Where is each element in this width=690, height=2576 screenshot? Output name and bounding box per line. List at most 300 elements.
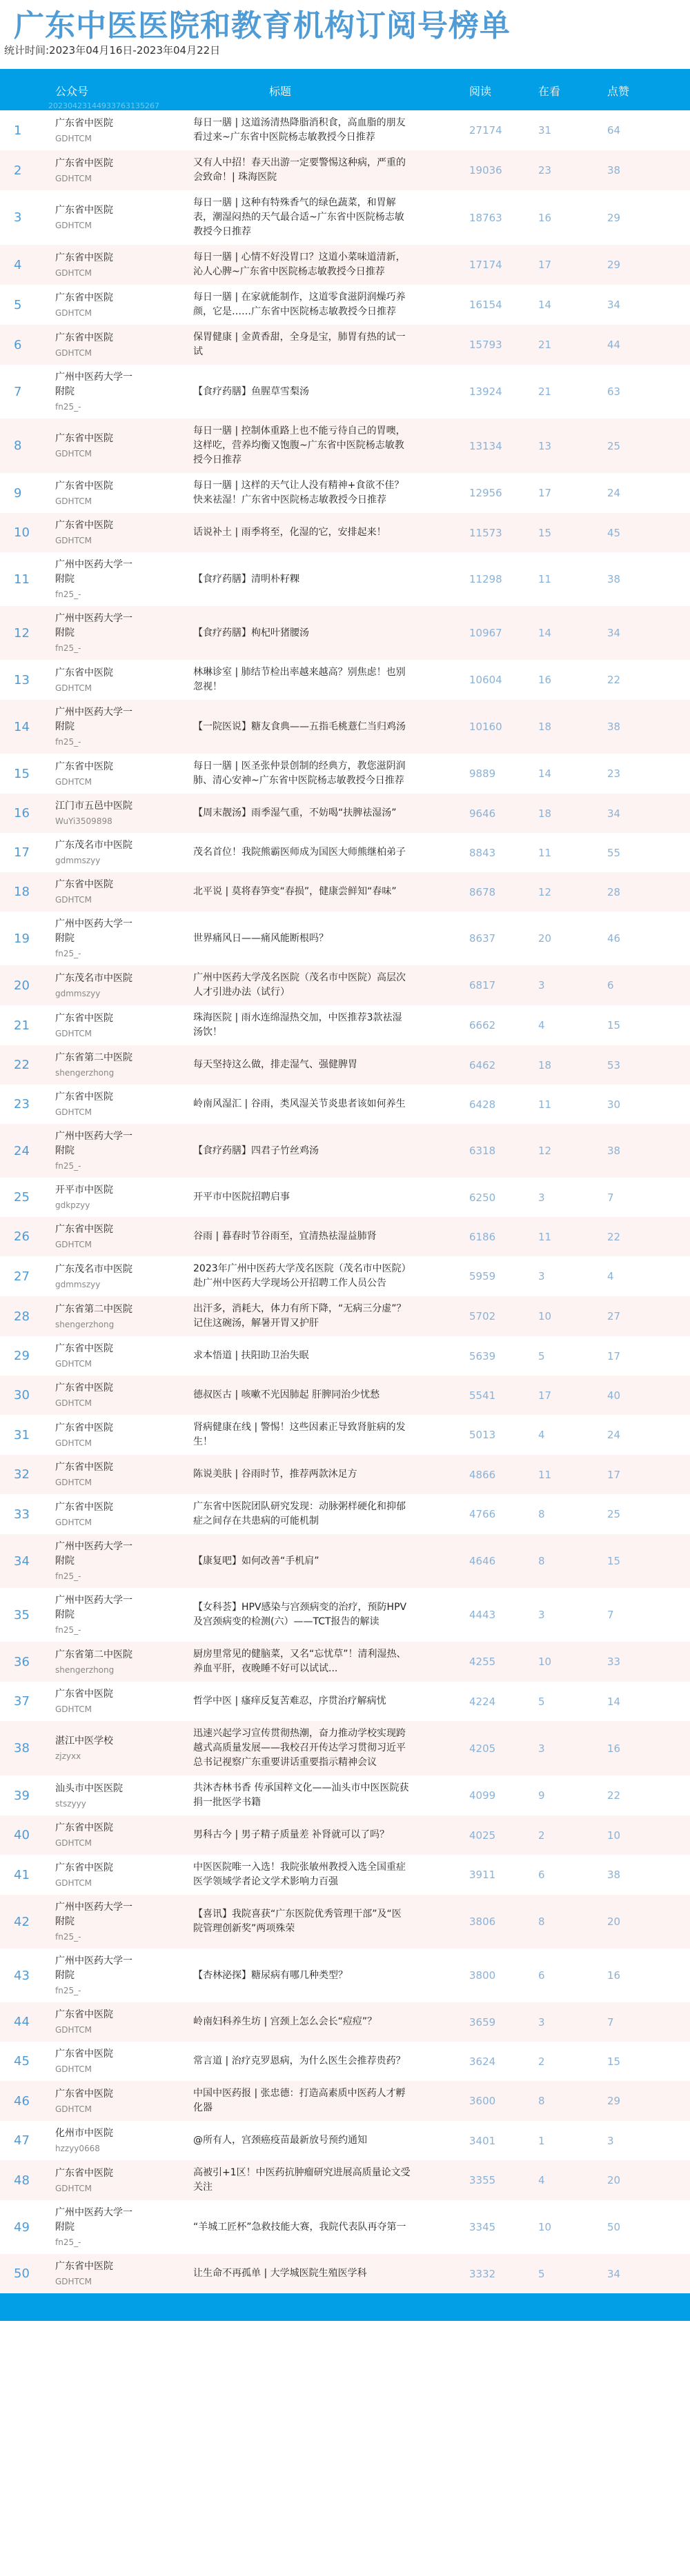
account-id: GDHTCM bbox=[55, 1438, 92, 1448]
likes-count: 38 bbox=[607, 721, 621, 733]
header-read: 阅读 bbox=[469, 85, 492, 98]
looking-count: 11 bbox=[538, 1230, 552, 1243]
likes-count: 7 bbox=[607, 2015, 614, 2029]
header-title: 标题 bbox=[269, 85, 292, 98]
account-cell bbox=[55, 1642, 193, 1682]
account-name[interactable]: 广东省中医院 bbox=[55, 480, 113, 492]
read-count: 27174 bbox=[469, 124, 502, 137]
likes-count: 7 bbox=[607, 1191, 614, 1204]
account-name[interactable]: 广东省中医院 bbox=[55, 1012, 113, 1024]
read-count: 3659 bbox=[469, 2015, 496, 2029]
read-count: 5541 bbox=[469, 1389, 496, 1402]
looking-count: 18 bbox=[538, 721, 552, 733]
account-name[interactable]: 广东省中医院 bbox=[55, 520, 113, 531]
article-title[interactable]: 每日一膳 | 心情不好没胃口？这道小菜味道清新，沁人心脾~广东省中医院杨志敏教授今日推荐 bbox=[193, 252, 406, 277]
account-cell bbox=[55, 1588, 193, 1642]
account-cell bbox=[55, 1296, 193, 1336]
looking-count: 8 bbox=[538, 1915, 545, 1928]
account-id: GDHTCM bbox=[55, 496, 92, 506]
table-row bbox=[0, 754, 690, 794]
account-name[interactable]: 广东省中医院 bbox=[55, 1382, 113, 1393]
read-count: 6318 bbox=[469, 1145, 496, 1157]
article-title[interactable]: 每天坚持这么做，排走湿气、强健脾胃 bbox=[193, 1059, 357, 1070]
read-count: 3355 bbox=[469, 2174, 496, 2186]
account-name[interactable]: 广州中医药大学一附院 bbox=[55, 1902, 132, 1927]
likes-count: 16 bbox=[607, 1969, 621, 1982]
rank-number: 48 bbox=[14, 2173, 30, 2188]
table-row bbox=[0, 285, 690, 325]
account-name[interactable]: 广东省中医院 bbox=[55, 2009, 113, 2020]
article-title[interactable]: 每日一膳 | 在家就能制作，这道零食滋阴润燥巧养颜，它是……广东省中医院杨志敏教授今日推荐 bbox=[193, 292, 406, 317]
article-title[interactable]: @所有人，宫颈癌疫苗最新放号预约通知 bbox=[193, 2135, 367, 2146]
read-count: 5702 bbox=[469, 1310, 496, 1322]
account-cell bbox=[55, 513, 193, 552]
account-name[interactable]: 广东省第二中医院 bbox=[55, 1649, 132, 1660]
account-id: GDHTCM bbox=[55, 1359, 92, 1369]
article-title[interactable]: 【食疗药膳】枸杞叶猪腰汤 bbox=[193, 627, 309, 638]
table-row bbox=[0, 1005, 690, 1045]
likes-count: 34 bbox=[607, 2267, 621, 2280]
account-cell bbox=[55, 1949, 193, 2002]
read-count: 3600 bbox=[469, 2095, 496, 2107]
account-name[interactable]: 广东省第二中医院 bbox=[55, 1052, 132, 1063]
article-title[interactable]: 【女科荟】HPV感染与宫颈病变的治疗，预防HPV及宫颈病变的检测(六）——TCT报告的解读 bbox=[193, 1602, 407, 1627]
article-title[interactable]: 常言道 | 治疗克罗恩病，为什么医生会推荐贵药？ bbox=[193, 2055, 406, 2066]
read-count: 6428 bbox=[469, 1098, 496, 1111]
looking-count: 2 bbox=[538, 1829, 545, 1842]
looking-count: 11 bbox=[538, 1468, 552, 1481]
account-name[interactable]: 广东省中医院 bbox=[55, 2167, 113, 2179]
account-cell bbox=[55, 1855, 193, 1895]
article-title[interactable]: 每日一膳 | 这道汤清热降脂消积食，高血脂的朋友看过来~广东省中医院杨志敏教授今日推荐 bbox=[193, 117, 406, 143]
account-name[interactable]: 广东省中医院 bbox=[55, 1862, 113, 1873]
looking-count: 18 bbox=[538, 1058, 552, 1071]
looking-count: 6 bbox=[538, 1869, 545, 1881]
rank-number: 1 bbox=[14, 123, 22, 138]
article-title[interactable]: 【食疗药膳】鱼腥草雪梨汤 bbox=[193, 385, 309, 397]
rank-number: 26 bbox=[14, 1229, 30, 1244]
account-cell bbox=[55, 606, 193, 660]
account-id: gdmmszyy bbox=[55, 988, 101, 998]
read-count: 10604 bbox=[469, 674, 502, 686]
likes-count: 29 bbox=[607, 211, 621, 224]
article-title[interactable]: 【食疗药膳】清明朴籽粿 bbox=[193, 573, 299, 585]
account-id: GDHTCM bbox=[55, 536, 92, 545]
article-title[interactable]: 求本悟道 | 扶阳助卫治失眠 bbox=[193, 1350, 309, 1361]
account-name[interactable]: 广东茂名市中医院 bbox=[55, 972, 132, 984]
account-cell bbox=[55, 365, 193, 419]
table-row bbox=[0, 1721, 690, 1775]
article-title[interactable]: 珠海医院 | 雨水连绵湿热交加，中医推荐3款祛湿汤饮！ bbox=[193, 1012, 402, 1038]
table-row bbox=[0, 190, 690, 245]
account-cell bbox=[55, 1682, 193, 1721]
account-name[interactable]: 广东省中医院 bbox=[55, 2261, 113, 2272]
account-id: shengerzhong bbox=[55, 1068, 115, 1078]
account-name[interactable]: 广州中医药大学一附院 bbox=[55, 2207, 132, 2233]
article-title[interactable]: 中国中医药报 | 张忠德：打造高素质中医药人才孵化器 bbox=[193, 2088, 406, 2113]
read-count: 3806 bbox=[469, 1915, 496, 1928]
article-title[interactable]: 林琳诊室 | 肺结节检出率越来越高？别焦虑！也别忽视！ bbox=[193, 667, 406, 692]
read-count: 8843 bbox=[469, 846, 496, 859]
account-cell bbox=[55, 1336, 193, 1376]
looking-count: 6 bbox=[538, 1969, 545, 1982]
account-name[interactable]: 广东茂名市中医院 bbox=[55, 1263, 132, 1275]
account-name[interactable]: 江门市五邑中医院 bbox=[55, 801, 132, 812]
account-name[interactable]: 化州市中医院 bbox=[55, 2128, 113, 2139]
likes-count: 45 bbox=[607, 526, 621, 539]
article-title[interactable]: 【一院医说】糖友食典——五指毛桃薏仁当归鸡汤 bbox=[193, 721, 406, 732]
account-name[interactable]: 广东省中医院 bbox=[55, 332, 113, 343]
table-row bbox=[0, 1534, 690, 1588]
account-cell bbox=[55, 794, 193, 833]
article-title[interactable]: 世界痛风日——痛风能断根吗？ bbox=[193, 932, 328, 944]
read-count: 3332 bbox=[469, 2267, 496, 2280]
read-count: 4224 bbox=[469, 1695, 496, 1708]
article-title[interactable]: 肾病健康在线 | 警惕！这些因素正导致肾脏病的发生！ bbox=[193, 1422, 406, 1447]
table-row bbox=[0, 606, 690, 660]
account-id: GDHTCM bbox=[55, 683, 92, 693]
article-title[interactable]: 2023年广州中医药大学茂名医院（茂名市中医院）赴广州中医药大学现场公开招聘工作人员公告 bbox=[193, 1263, 406, 1289]
account-name[interactable]: 广东省中医院 bbox=[55, 1501, 113, 1513]
looking-count: 10 bbox=[538, 1656, 552, 1668]
account-name[interactable]: 汕头市中医医院 bbox=[55, 1782, 123, 1794]
account-id: GDHTCM bbox=[55, 268, 92, 278]
account-name[interactable]: 开平市中医院 bbox=[55, 1185, 113, 1196]
likes-count: 22 bbox=[607, 674, 621, 686]
article-title[interactable]: 德叔医古 | 咳嗽不光因肺起 肝脾同治少忧愁 bbox=[193, 1389, 380, 1400]
account-id: fn25_- bbox=[55, 402, 81, 412]
account-id: GDHTCM bbox=[55, 1878, 92, 1888]
looking-count: 15 bbox=[538, 526, 552, 539]
likes-count: 38 bbox=[607, 1869, 621, 1881]
read-count: 4766 bbox=[469, 1508, 496, 1520]
account-id: GDHTCM bbox=[55, 895, 92, 905]
looking-count: 14 bbox=[538, 767, 552, 780]
article-title[interactable]: 谷雨 | 暮春时节谷雨至，宜清热祛湿益肺肾 bbox=[193, 1231, 377, 1242]
looking-count: 5 bbox=[538, 2267, 545, 2280]
rank-number: 6 bbox=[14, 337, 22, 352]
account-id: shengerzhong bbox=[55, 1319, 115, 1329]
article-title[interactable]: 每日一膳 | 医圣张仲景创制的经典方，教您滋阴润肺、清心安神~广东省中医院杨志敏教授今日推荐 bbox=[193, 761, 406, 786]
likes-count: 38 bbox=[607, 1145, 621, 1157]
rank-number: 41 bbox=[14, 1867, 30, 1882]
table-row bbox=[0, 1815, 690, 1855]
account-name[interactable]: 广州中医药大学一附院 bbox=[55, 372, 132, 397]
account-cell bbox=[55, 2042, 193, 2081]
rank-number: 19 bbox=[14, 931, 30, 946]
account-name[interactable]: 广东省中医院 bbox=[55, 1091, 113, 1103]
rank-number: 40 bbox=[14, 1828, 30, 1842]
account-name[interactable]: 广东省中医院 bbox=[55, 2088, 113, 2100]
read-count: 4099 bbox=[469, 1789, 496, 1802]
article-title[interactable]: 出汗多，消耗大，体力有所下降，“无病三分虚”？记住这碗汤，解暑开胃又护肝 bbox=[193, 1303, 406, 1329]
article-title[interactable]: 让生命不再孤单 | 大学城医院生殖医学科 bbox=[193, 2268, 367, 2279]
account-name[interactable]: 广东省中医院 bbox=[55, 1822, 113, 1833]
account-cell bbox=[55, 325, 193, 365]
account-name[interactable]: 广州中医药大学一附院 bbox=[55, 1955, 132, 1981]
account-name[interactable]: 广东省中医院 bbox=[55, 1689, 113, 1700]
rank-number: 27 bbox=[14, 1269, 30, 1284]
account-name[interactable]: 广东省中医院 bbox=[55, 157, 113, 169]
article-title[interactable]: 【食疗药膳】四君子竹丝鸡汤 bbox=[193, 1145, 319, 1156]
article-title[interactable]: 开平市中医院招聘启事 bbox=[193, 1191, 290, 1203]
article-title[interactable]: 迅速兴起学习宣传贯彻热潮，奋力推动学校实现跨越式高质量发展——我校召开传达学习贯彻习近平总书记视察广东重要讲话重要指示精神会议 bbox=[193, 1728, 406, 1768]
table-row bbox=[0, 1455, 690, 1494]
account-cell bbox=[55, 2002, 193, 2042]
likes-count: 15 bbox=[607, 2055, 621, 2068]
rank-number: 18 bbox=[14, 885, 30, 899]
likes-count: 15 bbox=[607, 1555, 621, 1567]
likes-count: 40 bbox=[607, 1389, 621, 1402]
rank-number: 46 bbox=[14, 2093, 30, 2109]
read-count: 10160 bbox=[469, 721, 502, 733]
account-cell bbox=[55, 833, 193, 872]
article-title[interactable]: 【喜讯】我院喜获“广东医院优秀管理干部”及“医院管理创新奖”两项殊荣 bbox=[193, 1909, 402, 1934]
account-name[interactable]: 广东省中医院 bbox=[55, 879, 113, 890]
account-cell bbox=[55, 473, 193, 513]
likes-count: 38 bbox=[607, 573, 621, 585]
account-id: GDHTCM bbox=[55, 308, 92, 318]
account-cell bbox=[55, 1178, 193, 1217]
rank-number: 10 bbox=[14, 525, 30, 540]
read-count: 3401 bbox=[469, 2134, 496, 2147]
account-id: GDHTCM bbox=[55, 2277, 92, 2286]
likes-count: 30 bbox=[607, 1098, 621, 1111]
likes-count: 6 bbox=[607, 979, 614, 992]
table-row bbox=[0, 1895, 690, 1949]
looking-count: 18 bbox=[538, 807, 552, 820]
rank-number: 34 bbox=[14, 1553, 30, 1569]
table-row bbox=[0, 419, 690, 473]
header-account-sub: 20230423144933763135267 bbox=[48, 101, 159, 110]
looking-count: 11 bbox=[538, 1098, 552, 1111]
table-row bbox=[0, 2254, 690, 2293]
looking-count: 16 bbox=[538, 674, 552, 686]
likes-count: 16 bbox=[607, 1742, 621, 1755]
account-name[interactable]: 广东省中医院 bbox=[55, 2049, 113, 2060]
article-title[interactable]: 【杏林泌探】糖尿病有哪几种类型？ bbox=[193, 1969, 348, 1981]
account-id: fn25_- bbox=[55, 1625, 81, 1635]
looking-count: 31 bbox=[538, 124, 552, 137]
table-row bbox=[0, 2081, 690, 2121]
account-name[interactable]: 广东省中医院 bbox=[55, 1422, 113, 1433]
looking-count: 5 bbox=[538, 1695, 545, 1708]
account-name[interactable]: 广州中医药大学一附院 bbox=[55, 707, 132, 732]
table-row bbox=[0, 1217, 690, 1256]
looking-count: 3 bbox=[538, 1191, 545, 1204]
likes-count: 25 bbox=[607, 1508, 621, 1520]
account-id: GDHTCM bbox=[55, 1107, 92, 1117]
rank-number: 16 bbox=[14, 806, 30, 821]
likes-count: 4 bbox=[607, 1270, 614, 1282]
rank-number: 45 bbox=[14, 2054, 30, 2069]
read-count: 6250 bbox=[469, 1191, 496, 1204]
account-cell bbox=[55, 2121, 193, 2160]
rank-number: 42 bbox=[14, 1914, 30, 1929]
account-name[interactable]: 广东省中医院 bbox=[55, 761, 113, 772]
likes-count: 24 bbox=[607, 487, 621, 499]
account-name[interactable]: 广州中医药大学一附院 bbox=[55, 1541, 132, 1567]
article-title[interactable]: 又有人中招！春天出游一定要警惕这种病，严重的会致命！| 珠海医院 bbox=[193, 157, 406, 183]
account-name[interactable]: 广东省中医院 bbox=[55, 292, 113, 303]
looking-count: 3 bbox=[538, 1609, 545, 1621]
account-name[interactable]: 广东省中医院 bbox=[55, 667, 113, 678]
read-count: 16154 bbox=[469, 299, 502, 311]
rank-number: 29 bbox=[14, 1349, 30, 1363]
likes-count: 22 bbox=[607, 1230, 621, 1243]
article-title[interactable]: 茂名首位！我院熊霸医师成为国医大师熊继柏弟子 bbox=[193, 847, 406, 858]
article-title[interactable]: 每日一膳 | 控制体重路上也不能亏待自己的胃噢，这样吃，营养均衡又饱腹~广东省中医院杨志敏教授今日推荐 bbox=[193, 425, 406, 465]
looking-count: 10 bbox=[538, 1310, 552, 1322]
account-id: gdmmszyy bbox=[55, 856, 101, 865]
table-row bbox=[0, 2121, 690, 2160]
account-name[interactable]: 广州中医药大学一附院 bbox=[55, 1131, 132, 1156]
account-cell bbox=[55, 2200, 193, 2254]
rank-number: 14 bbox=[14, 719, 30, 734]
account-name[interactable]: 广东省中医院 bbox=[55, 117, 113, 129]
likes-count: 44 bbox=[607, 339, 621, 351]
table-row bbox=[0, 872, 690, 912]
looking-count: 20 bbox=[538, 932, 552, 945]
article-title[interactable]: 中医医院唯一入选！我院张敏州教授入选全国重症医学领域学者论文学术影响力百强 bbox=[193, 1862, 406, 1887]
likes-count: 46 bbox=[607, 932, 621, 945]
article-title[interactable]: “羊城工匠杯”急救技能大赛，我院代表队再夺第一 bbox=[193, 2221, 406, 2233]
account-cell bbox=[55, 1494, 193, 1534]
account-name[interactable]: 广州中医药大学一附院 bbox=[55, 1595, 132, 1620]
article-title[interactable]: 每日一膳 | 这种有特殊香气的绿色蔬菜，和胃解表，潮湿闷热的天气最合适~广东省中医院杨志敏教授今日推荐 bbox=[193, 197, 404, 237]
looking-count: 10 bbox=[538, 2221, 552, 2233]
account-name[interactable]: 广东省中医院 bbox=[55, 205, 113, 216]
article-title[interactable]: 【周末靓汤】雨季湿气重，不妨喝“扶脾祛湿汤” bbox=[193, 807, 397, 818]
likes-count: 10 bbox=[607, 1829, 621, 1842]
article-title[interactable]: 男科古今 | 男子精子质量差 补肾就可以了吗？ bbox=[193, 1829, 390, 1840]
article-title[interactable]: 厨房里常见的健脑菜，又名“忘忧草”！清利湿热、养血平肝，夜晚睡不好可以试试... bbox=[193, 1649, 406, 1674]
account-cell bbox=[55, 552, 193, 606]
header-rank bbox=[0, 69, 55, 110]
account-name[interactable]: 湛江中医学校 bbox=[55, 1735, 113, 1747]
account-id: fn25_- bbox=[55, 1571, 81, 1581]
likes-count: 50 bbox=[607, 2221, 621, 2233]
looking-count: 11 bbox=[538, 573, 552, 585]
article-title[interactable]: 岭南妇科养生坊 | 宫颈上怎么会长“痘痘”？ bbox=[193, 2016, 377, 2027]
looking-count: 17 bbox=[538, 487, 552, 499]
header-looking: 在看 bbox=[538, 85, 561, 98]
account-name[interactable]: 广州中医药大学一附院 bbox=[55, 613, 132, 638]
read-count: 4443 bbox=[469, 1609, 496, 1621]
likes-count: 7 bbox=[607, 1609, 614, 1621]
header-account bbox=[48, 69, 193, 110]
article-title[interactable]: 高被引+1区！中医药抗肿瘤研究进展高质量论文受关注 bbox=[193, 2167, 411, 2193]
account-name[interactable]: 广东省中医院 bbox=[55, 433, 113, 444]
account-name[interactable]: 广东省中医院 bbox=[55, 252, 113, 263]
account-id: fn25_- bbox=[55, 1161, 81, 1171]
likes-count: 17 bbox=[607, 1468, 621, 1481]
account-id: GDHTCM bbox=[55, 1838, 92, 1848]
article-title[interactable]: 保胃健康 | 金黄香甜，全身是宝，肺胃有热的试一试 bbox=[193, 332, 406, 357]
account-cell bbox=[55, 245, 193, 285]
table-row bbox=[0, 1494, 690, 1534]
read-count: 6817 bbox=[469, 979, 496, 992]
likes-count: 53 bbox=[607, 1058, 621, 1071]
read-count: 6662 bbox=[469, 1019, 496, 1032]
article-title[interactable]: 北平说 | 莫将春笋变“春损”，健康尝鲜知“春味” bbox=[193, 886, 397, 897]
account-name[interactable]: 广州中医药大学一附院 bbox=[55, 918, 132, 944]
looking-count: 4 bbox=[538, 2174, 545, 2186]
account-cell bbox=[55, 660, 193, 700]
read-count: 8678 bbox=[469, 885, 496, 898]
rank-number: 44 bbox=[14, 2015, 30, 2029]
looking-count: 3 bbox=[538, 1270, 545, 1282]
account-name[interactable]: 广东省中医院 bbox=[55, 1224, 113, 1235]
looking-count: 23 bbox=[538, 164, 552, 177]
account-cell bbox=[55, 190, 193, 245]
looking-count: 21 bbox=[538, 385, 552, 398]
article-title[interactable]: 共沐杏林书香 传承国粹文化——汕头市中医医院获捐一批医学书籍 bbox=[193, 1782, 409, 1808]
table-row bbox=[0, 1588, 690, 1642]
likes-count: 28 bbox=[607, 885, 621, 898]
account-id: GDHTCM bbox=[55, 1704, 92, 1714]
table-row bbox=[0, 110, 690, 150]
rank-number: 17 bbox=[14, 845, 30, 860]
account-name[interactable]: 广东茂名市中医院 bbox=[55, 840, 132, 851]
read-count: 4205 bbox=[469, 1742, 496, 1755]
looking-count: 13 bbox=[538, 439, 552, 452]
read-count: 18763 bbox=[469, 211, 502, 224]
account-name[interactable]: 广州中医药大学一附院 bbox=[55, 559, 132, 585]
rank-number: 39 bbox=[14, 1788, 30, 1803]
likes-count: 29 bbox=[607, 259, 621, 271]
read-count: 6462 bbox=[469, 1058, 496, 1071]
article-title[interactable]: 每日一膳 | 这样的天气让人没有精神+食欲不佳？快来祛湿！广东省中医院杨志敏教授今日推荐 bbox=[193, 480, 404, 505]
article-title[interactable]: 广东省中医院团队研究发现：动脉粥样硬化和抑郁症之间存在共患病的可能机制 bbox=[193, 1501, 406, 1527]
account-id: GDHTCM bbox=[55, 1240, 92, 1249]
article-title[interactable]: 陈说美肤 | 谷雨时节，推荐两款沐足方 bbox=[193, 1469, 357, 1480]
rank-number: 22 bbox=[14, 1058, 30, 1072]
account-id: fn25_- bbox=[55, 1932, 81, 1942]
table-row bbox=[0, 150, 690, 190]
read-count: 8637 bbox=[469, 932, 496, 945]
article-title[interactable]: 话说补土 | 雨季将至，化湿的它，安排起来！ bbox=[193, 527, 386, 538]
rank-number: 2 bbox=[14, 163, 22, 178]
article-title[interactable]: 哲学中医 | 瘙痒反复苦难忍，序贯治疗解病忧 bbox=[193, 1695, 386, 1707]
account-id: fn25_- bbox=[55, 643, 81, 653]
account-cell bbox=[55, 1005, 193, 1045]
account-cell bbox=[55, 2254, 193, 2293]
read-count: 13924 bbox=[469, 385, 502, 398]
account-id: GDHTCM bbox=[55, 449, 92, 459]
read-count: 4025 bbox=[469, 1829, 496, 1842]
account-name[interactable]: 广东省中医院 bbox=[55, 1343, 113, 1354]
rank-number: 36 bbox=[14, 1654, 30, 1669]
rank-number: 9 bbox=[14, 485, 22, 501]
article-title[interactable]: 广州中医药大学茂名医院（茂名市中医院）高层次人才引进办法（试行） bbox=[193, 972, 406, 998]
rank-number: 32 bbox=[14, 1467, 30, 1482]
rank-number: 11 bbox=[14, 572, 30, 587]
article-title[interactable]: 岭南风湿汇 | 谷雨，类风湿关节炎患者该如何养生 bbox=[193, 1098, 406, 1109]
table-row bbox=[0, 245, 690, 285]
likes-count: 14 bbox=[607, 1695, 621, 1708]
likes-count: 3 bbox=[607, 2134, 614, 2147]
table-row bbox=[0, 1085, 690, 1124]
account-id: hzzyy0668 bbox=[55, 2144, 100, 2153]
read-count: 3911 bbox=[469, 1869, 496, 1881]
account-name[interactable]: 广东省中医院 bbox=[55, 1462, 113, 1473]
article-title[interactable]: 【康复吧】如何改善“手机肩” bbox=[193, 1555, 319, 1567]
looking-count: 14 bbox=[538, 299, 552, 311]
account-cell bbox=[55, 1415, 193, 1455]
read-count: 5013 bbox=[469, 1429, 496, 1441]
account-name[interactable]: 广东省第二中医院 bbox=[55, 1303, 132, 1315]
